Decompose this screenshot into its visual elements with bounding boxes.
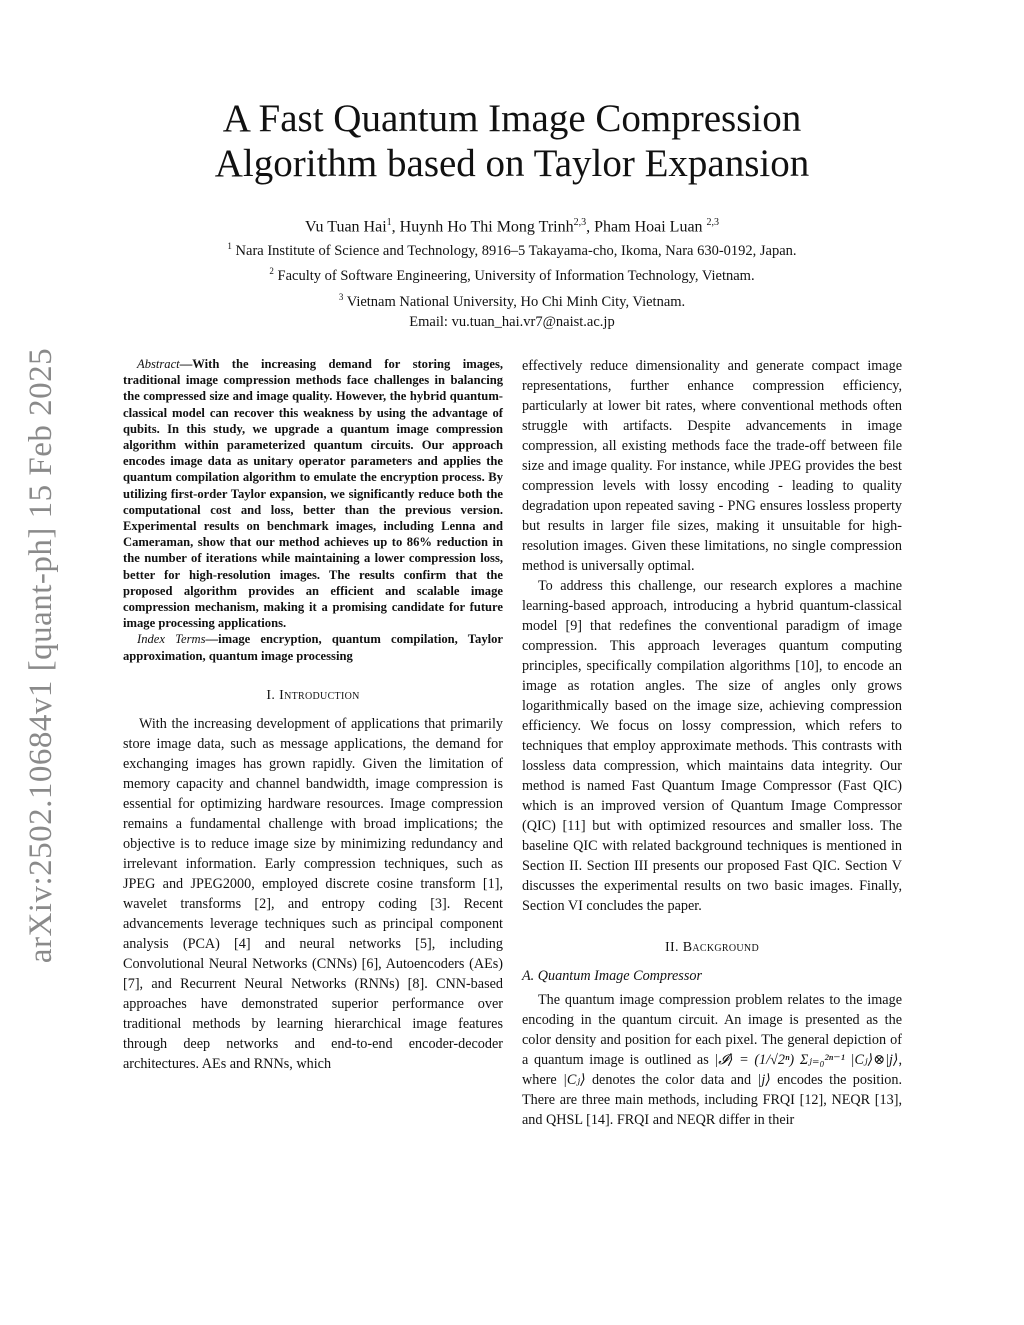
- text-fragment: denotes the color data and: [591, 1072, 752, 1088]
- paper-title: [0, 96, 1024, 186]
- affiliation-marker: 2: [269, 266, 274, 277]
- body-paragraph-continued: effectively reduce dimensionality and generate compact image representations, further enhance compression efficiency, particularly at lower bit rates, where conventional methods often struggle with artifacts. Despite advancements in image compression, all existing methods face the trade-off between file size and image quality. For instance, while JPEG provides the best compression levels with lossy encoding - leading to quality degradation upon repeated saving - PNG ensures lossless property but results in larger file sizes, making it unsuitable for high-resolution images. Given these limitations, no single compression method is universally optimal.: [522, 358, 902, 574]
- affiliation-list: [0, 236, 1024, 332]
- author-affiliation-marker: 1: [386, 217, 392, 228]
- quantum-image-formula: |𝓘⟩ = (1/√2ⁿ) Σⱼ₌₀²ⁿ⁻¹ |Cⱼ⟩⊗|j⟩: [714, 1052, 899, 1068]
- affiliation-text: Vietnam National University, Ho Chi Minh City, Vietnam.: [346, 293, 686, 310]
- abstract-text: —With the increasing demand for storing images, traditional image compression methods face challenges in balancing the compressed size and image quality. However, the hybrid quantum-classical model can recover this weakness by using the advantage of qubits. In this study, we upgrade a quantum image compression algorithm within parameterized quantum circuits. Our approach encodes image data as unitary operator parameters and applies the quantum compilation algorithm to emulate the encryption process. By utilizing first-order Taylor expansion, we significantly reduce both the computational cost and loss, better than the previous version. Experimental results on benchmark images, including Lenna and Cameraman, show that our method achieves up to 86% reduction in the number of iterations while maintaining a lower compression loss, better for high-resolution images. The results confirm that the proposed algorithm provides an efficient and scalable image compression mechanism, making it a promising candidate for future image processing applications.: [123, 357, 503, 631]
- affiliation-line: [0, 236, 1024, 261]
- arxiv-identifier-stamp: [22, 340, 62, 970]
- abstract: [123, 356, 503, 631]
- section-number: II.: [665, 940, 679, 955]
- section-title: Introduction: [279, 687, 360, 703]
- subsection-heading: A. Quantum Image Compressor: [522, 968, 702, 984]
- author-name: Pham Hoai Luan: [594, 218, 703, 236]
- text-fragment: The quantum image compression problem relates to the image encoding in the quantum circuit. An image is presented as the color density and position for each pixel. The general depiction of a quantum image is outlined as: [522, 992, 902, 1068]
- position-state-symbol: |j⟩: [757, 1072, 771, 1088]
- index-terms-text: —image encryption, quantum compilation, Taylor approximation, quantum image processing: [123, 632, 503, 663]
- author-name: Huynh Ho Thi Mong Trinh: [399, 218, 574, 236]
- paper-title-line-1: A Fast Quantum Image Compression: [222, 97, 802, 140]
- author-name: Vu Tuan Hai: [304, 218, 387, 236]
- affiliation-marker: 1: [227, 241, 232, 251]
- section-number: I.: [266, 687, 276, 703]
- author-affiliation-marker: 2,3: [706, 217, 720, 228]
- body-paragraph-with-math: [522, 990, 902, 1130]
- affiliation-line: [0, 261, 1024, 286]
- affiliation-email: Email: vu.tuan_hai.vr7@naist.ac.jp: [409, 313, 615, 330]
- index-terms: [123, 631, 503, 663]
- author-affiliation-marker: 2,3: [573, 217, 587, 228]
- body-paragraph: With the increasing development of applications that primarily store image data, such as message applications, the demand for exchanging images has grown rapidly. Given the limitation of memory capacity and channel bandwidth, image compression is essential for optimizing hardware resources. Image compression remains a fundamental challenge with broad implications; the objective is to reduce image size by minimizing redundancy and irrelevant information. Early compression techniques, such as JPEG and JPEG2000, employed discrete cosine transform [1], wavelet transforms [2], and entropy coding [3]. Recent advancements leverage techniques such as principal component analysis (PCA) [4] and neural networks [5], including Convolutional Neural Networks (CNNs) [6], Autoencoders (AEs) [7], and Recurrent Neural Networks (RNNs) [8]. CNN-based approaches have demonstrated superior performance over traditional methods by learning hierarchical image features through deep networks and end-to-end encoder-decoder architectures. AEs and RNNs, which: [123, 715, 503, 1072]
- body-paragraph: To address this challenge, our research explores a machine learning-based approach, introducing a hybrid quantum-classical model [9] that redefines the conventional paradigm of image compression. This approach leverages quantum computing principles, specifically compilation algorithms [10], to encode an image as rotation angles. The size of angles only grows logarithmically based on the image size, achieving compression efficiency. We focus on lossy compression, which refers to techniques that employ approximate methods. This contrasts with lossless data compression, which maintains data integrity. Our method is named Fast Quantum Image Compressor (Fast QIC) which is an improved version of Quantum Image Compressor (QIC) [11] but with optimized resources and smaller loss. The baseline QIC with related background techniques is mentioned in Section II. Section III presents our proposed Fast QIC. Section V discusses the experimental results on two basic images. Finally, Section VI concludes the paper.: [522, 578, 902, 914]
- affiliation-text: Faculty of Software Engineering, University of Information Technology, Vietnam.: [277, 268, 755, 285]
- text-fragment: encodes the position. There are three main methods, including FRQI [12], NEQR [13], and QHSL [14]. FRQI and NEQR differ in their: [522, 1072, 903, 1128]
- affiliation-marker: 3: [338, 291, 344, 302]
- abstract-lead: Abstract: [137, 357, 180, 371]
- index-terms-lead: Index Terms: [137, 632, 206, 647]
- paper-title-line-2: Algorithm based on Taylor Expansion: [214, 142, 810, 185]
- section-heading-background: [522, 938, 902, 958]
- left-column: [123, 356, 503, 1074]
- author-list: Vu Tuan Hai$^1$, Huynh Ho Thi Mong Trinh$^{2,3}$, Pham Hoai Luan $^{2,3}$: [304, 217, 720, 236]
- arxiv-identifier-text: arXiv:2502.10684v1 [quant-ph] 15 Feb 2025: [23, 347, 60, 963]
- section-title: Background: [682, 940, 759, 955]
- right-column: [522, 356, 902, 1130]
- text-fragment: , where: [522, 1052, 903, 1088]
- color-state-symbol: |Cⱼ⟩: [562, 1072, 586, 1088]
- affiliation-text: Nara Institute of Science and Technology, 8916–5 Takayama-cho, Ikoma, Nara 630-0192, Japan.: [235, 242, 797, 259]
- affiliation-line: [0, 287, 1024, 312]
- section-heading-introduction: [123, 686, 503, 706]
